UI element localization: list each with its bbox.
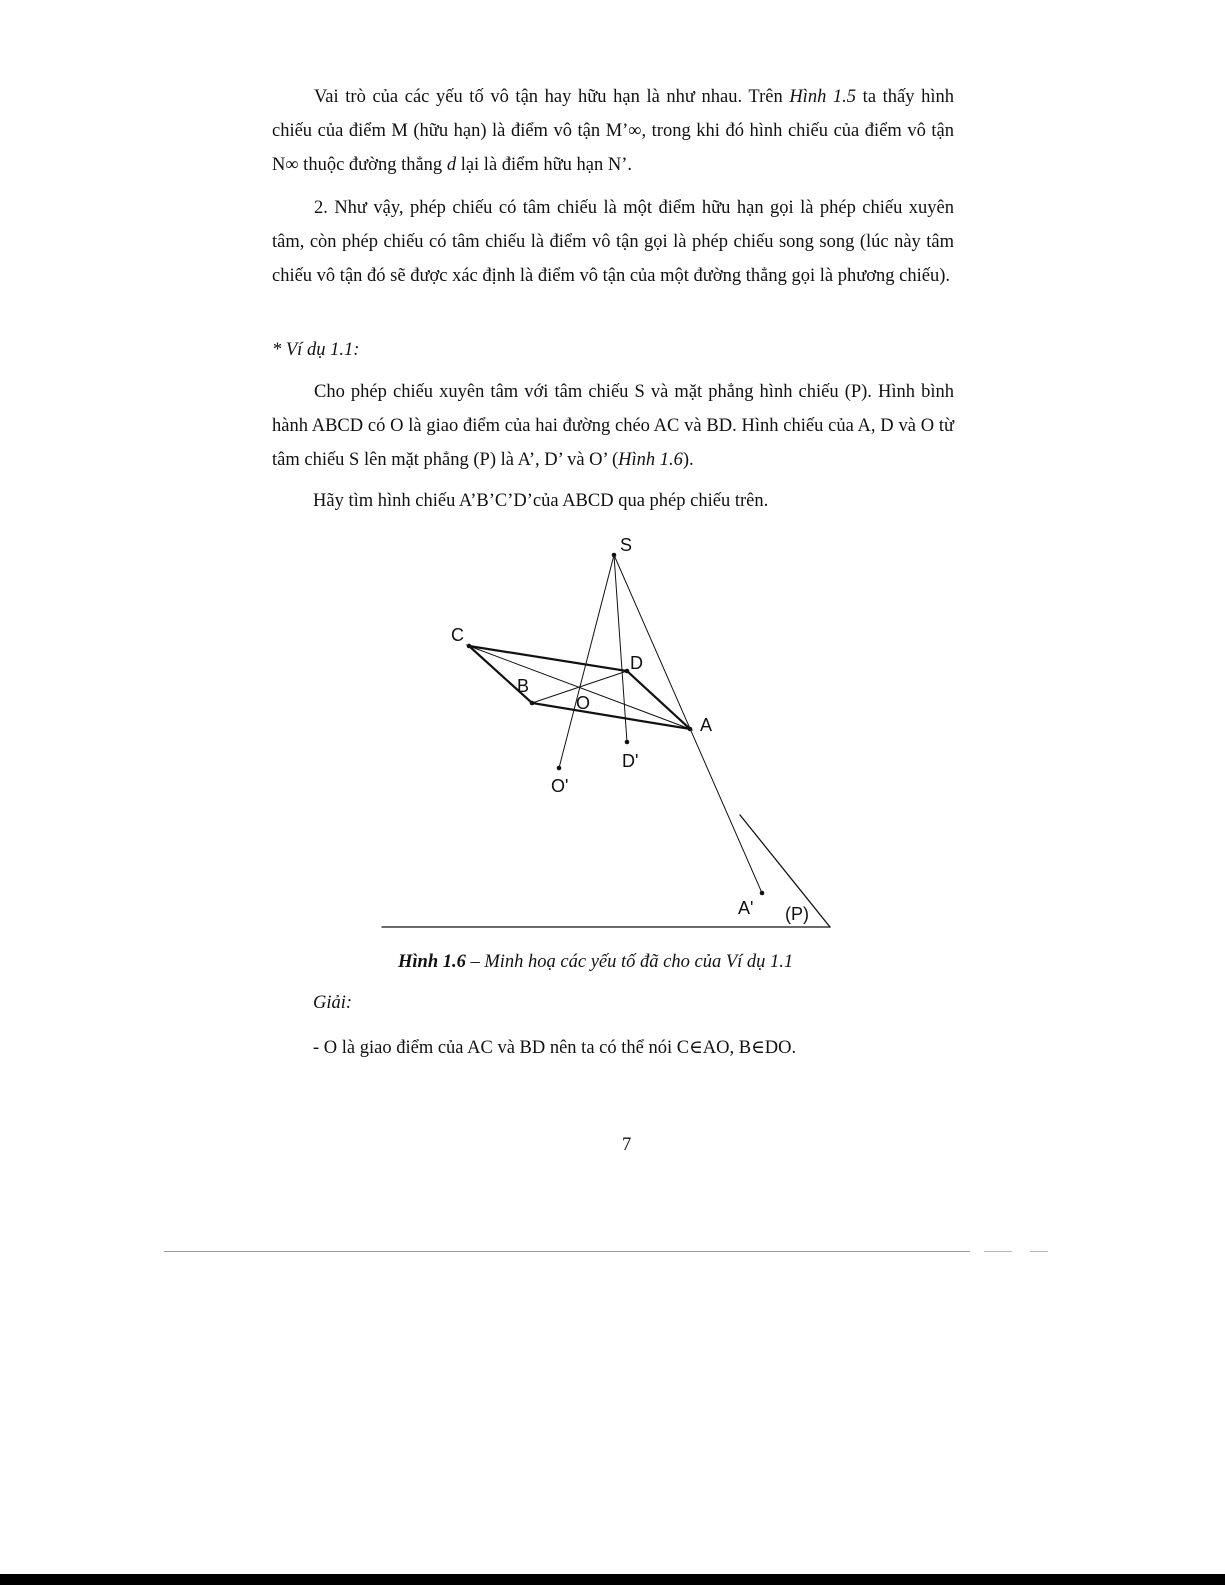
label-o: O: [576, 693, 591, 713]
solution-heading: [313, 991, 352, 1015]
label-s: S: [620, 535, 633, 555]
label-a: A: [700, 715, 713, 735]
footer-divider-fragment: [984, 1251, 1012, 1252]
label-a-prime: A': [738, 898, 754, 918]
solution-heading-text: Giải:: [313, 993, 353, 1013]
text-run: Vai trò của các yếu tố vô tận hay hữu hạn là như nhau. Trên: [314, 87, 790, 107]
label-c: C: [451, 625, 464, 645]
scan-bottom-edge: [0, 1574, 1225, 1585]
label-b: B: [517, 676, 530, 696]
example-heading-text: * Ví dụ 1.1:: [272, 340, 360, 360]
footer-divider-fragment: [1030, 1251, 1048, 1252]
figure-reference: Hình 1.5: [789, 87, 857, 107]
line-symbol-d: d: [446, 155, 457, 175]
text-run: lại là điểm hữu hạn N’.: [456, 155, 633, 175]
text-run: ta thấy hình chiếu của điểm M (hữu hạn) là điểm vô tận M’∞, trong khi đó hình chiếu của điểm vô tận N∞ thuộc đường thẳng: [272, 87, 955, 175]
point-d: [625, 669, 630, 674]
figure-reference: Hình 1.6: [618, 450, 683, 470]
point-d-prime: [625, 740, 630, 745]
figure-caption: [398, 950, 793, 974]
label-d: D: [630, 653, 643, 673]
ray-s-a-prime: [614, 555, 762, 893]
text-run: ).: [682, 450, 694, 470]
point-a-prime: [760, 891, 765, 896]
point-c: [467, 644, 472, 649]
text-run: Cho phép chiếu xuyên tâm với tâm chiếu S và mặt phẳng hình chiếu (P). Hình bình hành ABCD có O là giao điểm của hai đường chéo AC và BD. Hình chiếu của A, D và O từ tâm chiếu S lên mặt phẳng (P) là A’, D’ và O’ (: [272, 382, 954, 470]
point-s: [612, 553, 617, 558]
label-d-prime: D': [622, 751, 639, 771]
ray-s-d-prime: [614, 555, 627, 742]
point-o-prime: [557, 766, 562, 771]
point-a: [688, 727, 693, 732]
paragraph-projection-types: 2. Như vậy, phép chiếu có tâm chiếu là một điểm hữu hạn gọi là phép chiếu xuyên tâm, còn phép chiếu có tâm chiếu là điểm vô tận gọi là phép chiếu song song (lúc này tâm chiếu vô tận đó sẽ được xác định là điểm vô tận của một đường thẳng gọi là phương chiếu).: [272, 198, 954, 286]
label-plane-p: (P): [785, 904, 809, 924]
caption-text: – Minh hoạ các yếu tố đã cho của Ví dụ 1.1: [465, 952, 794, 972]
point-b: [530, 701, 535, 706]
paragraph-task: Hãy tìm hình chiếu A’B’C’D’của ABCD qua phép chiếu trên.: [313, 491, 769, 511]
page-number: 7: [622, 1135, 632, 1155]
footer-divider: [164, 1251, 970, 1252]
caption-figure-number: Hình 1.6: [398, 952, 466, 972]
paragraph-solution-step: - O là giao điểm của AC và BD nên ta có thể nói C∈AO, B∈DO.: [313, 1038, 797, 1058]
label-o-prime: O': [551, 776, 569, 796]
